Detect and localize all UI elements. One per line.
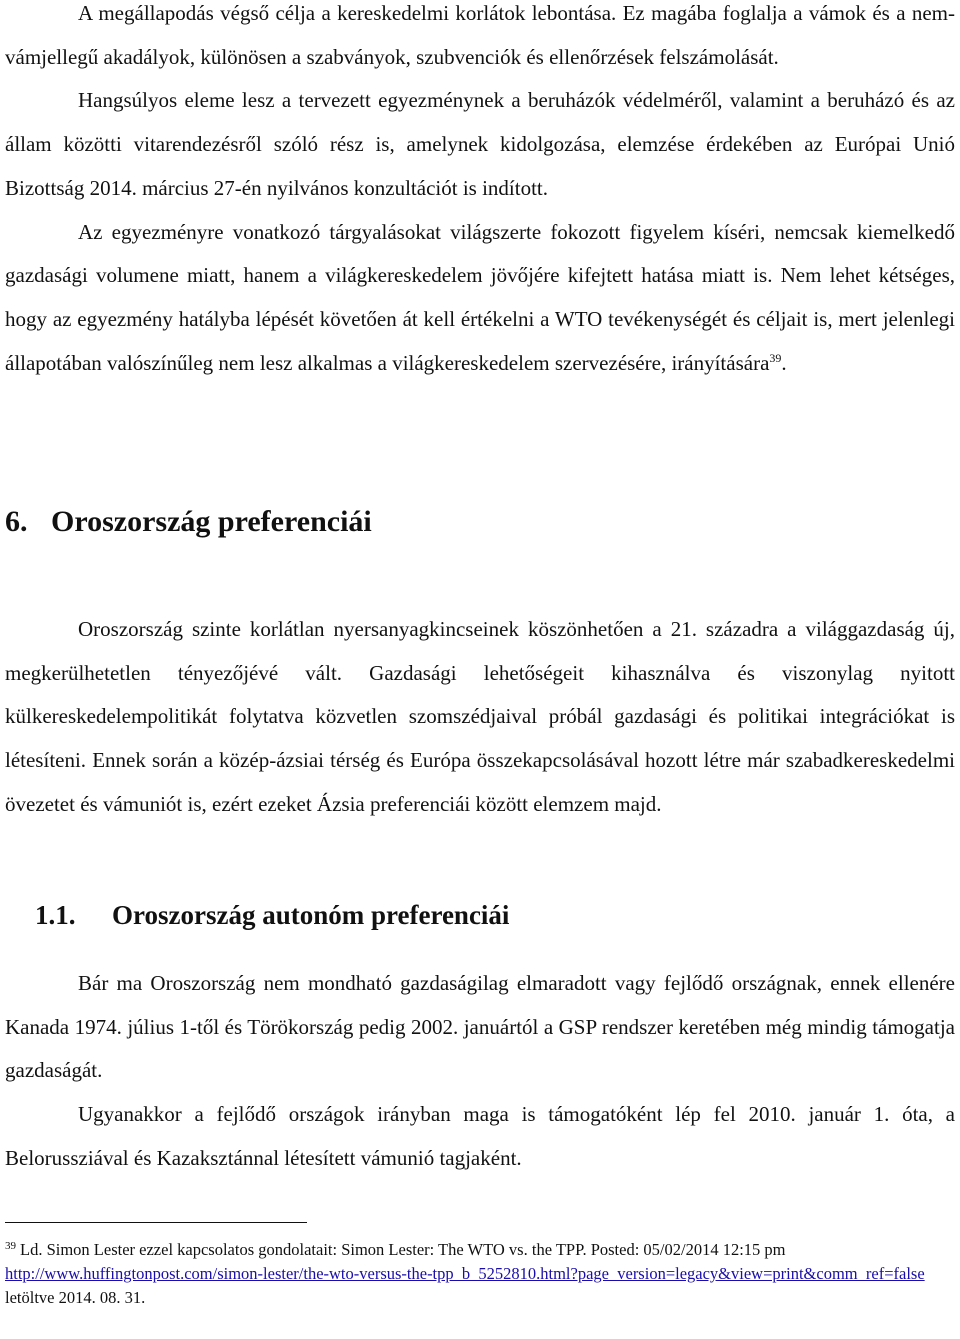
paragraph-trade-barriers: A megállapodás végső célja a kereskedelmi korlátok lebontása. Ez magába foglalja a vámok és a nem-vámjellegű akadályok, különösen a szabványok, szubvenciók és ellenőrzések felszámolását.	[5, 1, 955, 69]
footnote	[5, 1238, 957, 1310]
paragraph-investor-protection: Hangsúlyos eleme lesz a tervezett egyezménynek a beruházók védelméről, valamint a beruházó és az állam közötti vitarendezésről szóló rész is, amelynek kidolgozása, elemzése érdekében az Európai Unió Bizottság 2014. március 27-én nyilvános konzultációt is indított.	[5, 88, 955, 200]
section-6-title: Oroszország preferenciái	[51, 505, 372, 538]
paragraph-russia-preferences: Oroszország szinte korlátlan nyersanyagkincseinek köszönhetően a 21. századra a világgazdaság új, megkerülhetetlen tényezőjévé vált. Gazdasági lehetőségeit kihasználva és viszonylag nyitott külkereskedelempolitikát folytatva közvetlen szomszédjaival próbál gazdasági és politikai integrációkat is létesíteni. Ennek során a közép-ázsiai térség és Európa összekapcsolásával hozott létre már szabadkereskedelmi övezetet és vámuniót is, ezért ezeket Ázsia preferenciái között elemzem majd.	[5, 617, 955, 816]
section-1-1-title: Oroszország autonóm preferenciái	[112, 900, 510, 930]
paragraph-negotiations-text: Az egyezményre vonatkozó tárgyalásokat világszerte fokozott figyelem kíséri, nemcsak kiemelkedő gazdasági volumene miatt, hanem a világkereskedelem jövőjére kifejtett hatása miatt is. Nem lehet kétséges, hogy az egyezmény hatályba lépését követően át kell értékelni a WTO tevékenységét és céljait is, mert jelenlegi állapotában valószínűleg nem lesz alkalmas a világkereskedelem szervezésére, irányítására	[5, 219, 955, 375]
paragraph-customs-union: Ugyanakkor a fejlődő országok irányban maga is támogatóként lép fel 2010. január 1. óta, a Belorussziával és Kazaksztánnal létesített vámunió tagjaként.	[5, 1102, 955, 1170]
paragraph-end-mark: .	[781, 350, 787, 375]
section-1-1-heading	[35, 900, 509, 931]
section-6-number: 6.	[5, 505, 28, 538]
paragraph-gsp: Bár ma Oroszország nem mondható gazdaságilag elmaradott vagy fejlődő országnak, ennek ellenére Kanada 1974. július 1-től és Törökország pedig 2002. januártól a GSP rendszer keretében még mindig támogatja gazdaságát.	[5, 971, 955, 1083]
section-6-body	[5, 608, 955, 827]
section-1-1-number: 1.1.	[35, 900, 76, 930]
paragraph-negotiations	[5, 211, 955, 386]
footnote-suffix: letöltve 2014. 08. 31.	[5, 1288, 146, 1307]
intro-block	[5, 0, 955, 385]
section-6-heading	[5, 505, 372, 539]
footnote-text: Ld. Simon Lester ezzel kapcsolatos gondolatait: Simon Lester: The WTO vs. the TPP. Posted: 05/02/2014 12:15 pm	[20, 1240, 786, 1259]
footnote-reference[interactable]: 39	[769, 350, 782, 365]
footnote-number: 39	[5, 1239, 16, 1252]
footnote-link[interactable]: http://www.huffingtonpost.com/simon-lester/the-wto-versus-the-tpp_b_5252810.html?page_version=legacy&view=print&comm_ref=false	[5, 1264, 925, 1283]
section-1-1-body	[5, 962, 955, 1181]
footnote-separator	[5, 1222, 307, 1223]
